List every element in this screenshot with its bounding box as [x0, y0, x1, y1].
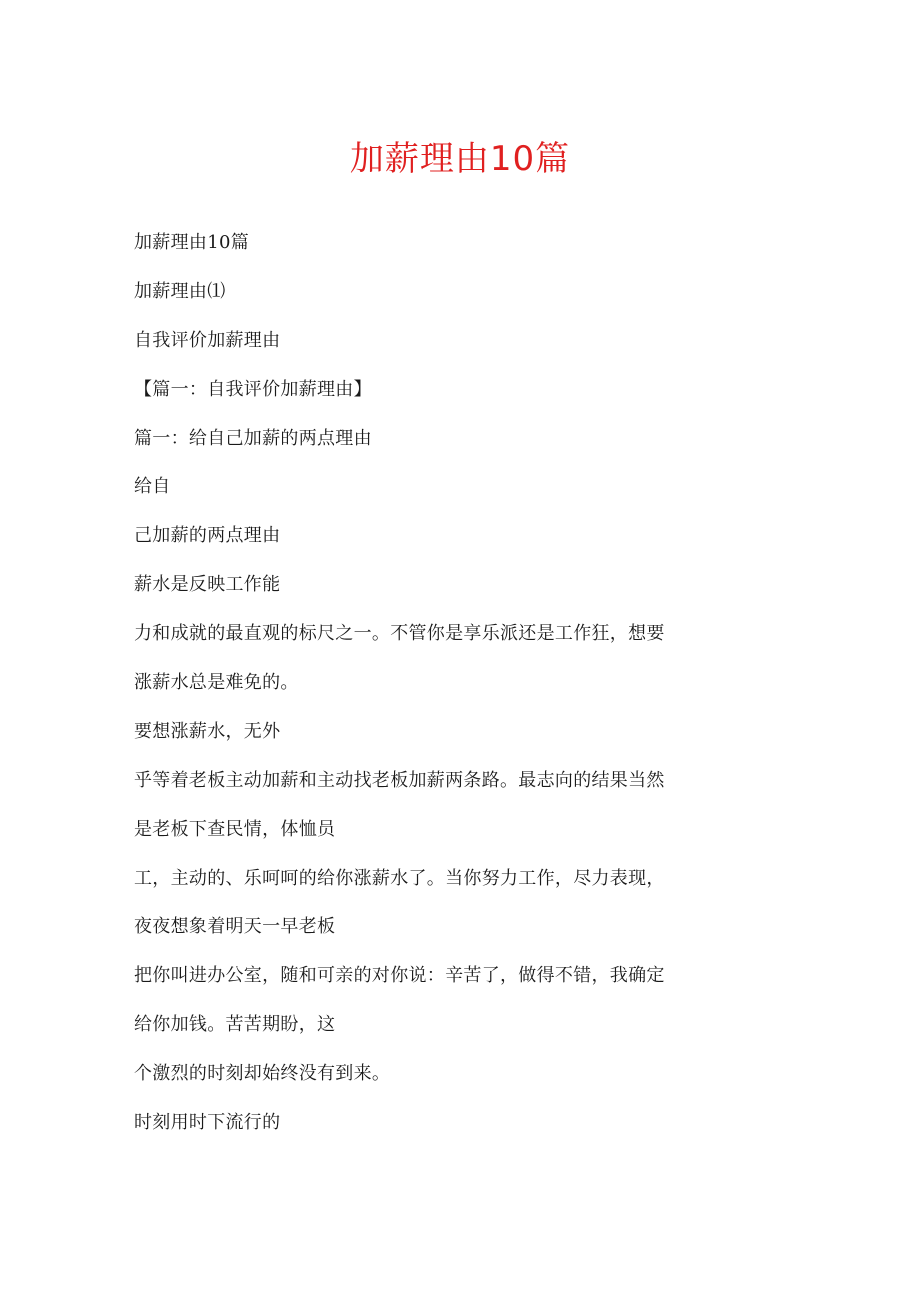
paragraph: 要想涨薪水，无外 [134, 720, 281, 742]
document-body [134, 228, 694, 1157]
paragraph: 把你叫进办公室，随和可亲的对你说：辛苦了，做得不错，我确定 [134, 965, 665, 987]
document-title: 加薪理由10篇 [349, 139, 571, 179]
paragraph: 加薪理由10篇 [134, 232, 250, 253]
paragraph: 涨薪水总是难免的。 [134, 672, 299, 694]
paragraph: 力和成就的最直观的标尺之一。不管你是享乐派还是工作狂，想要 [134, 623, 665, 645]
paragraph: 加薪理由⑴ [134, 280, 226, 302]
paragraph: 己加薪的两点理由 [134, 525, 281, 547]
paragraph: 薪水是反映工作能 [134, 574, 281, 596]
paragraph: 夜夜想象着明天一早老板 [134, 916, 336, 938]
paragraph: 篇一：给自己加薪的两点理由 [134, 427, 372, 449]
paragraph: 工，主动的、乐呵呵的给你涨薪水了。当你努力工作，尽力表现， [134, 867, 665, 889]
paragraph: 自我评价加薪理由 [134, 329, 281, 351]
paragraph: 给自 [134, 476, 171, 498]
paragraph: 时刻用时下流行的 [134, 1112, 281, 1134]
paragraph: 【篇一：自我评价加薪理由】 [134, 378, 372, 400]
paragraph: 个激烈的时刻却始终没有到来。 [134, 1063, 391, 1085]
paragraph: 是老板下查民情，体恤员 [134, 818, 336, 840]
paragraph: 给你加钱。苦苦期盼，这 [134, 1014, 336, 1036]
paragraph: 乎等着老板主动加薪和主动找老板加薪两条路。最志向的结果当然 [134, 769, 665, 791]
